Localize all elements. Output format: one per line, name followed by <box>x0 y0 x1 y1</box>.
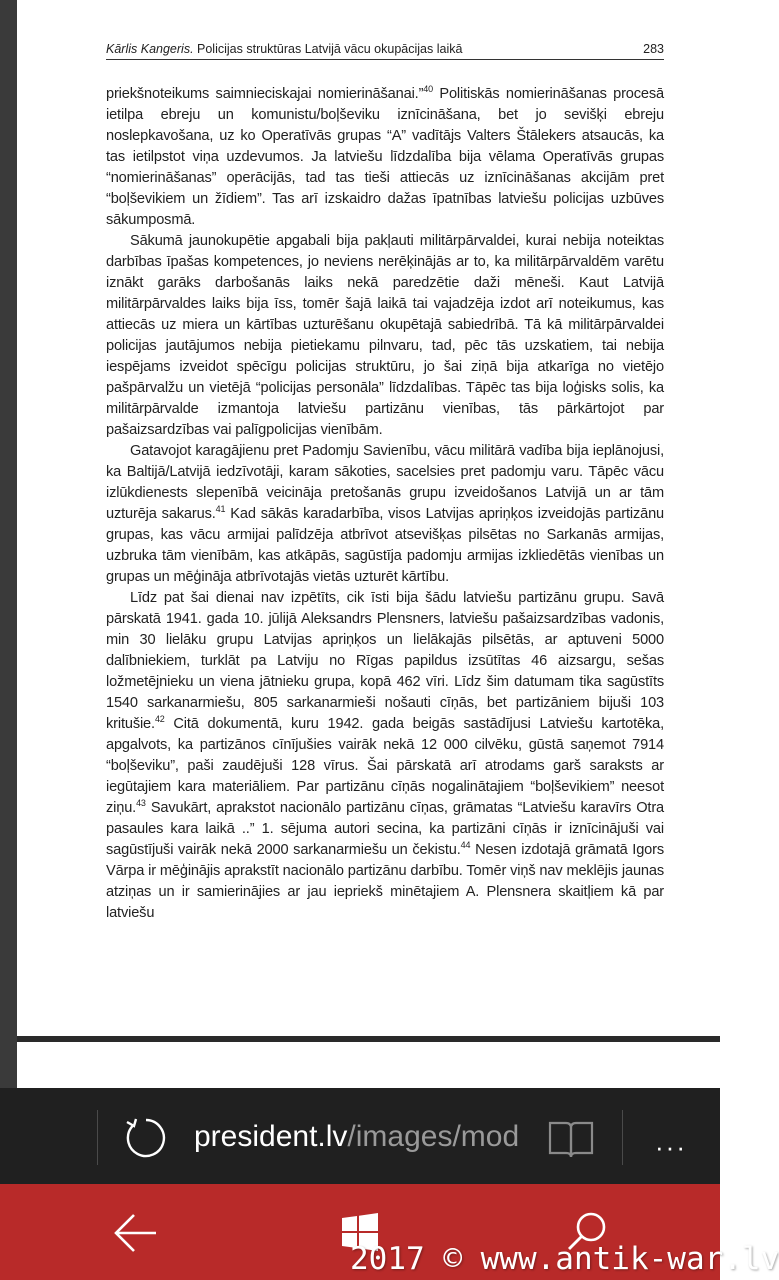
paragraph-text: Līdz pat šai dienai nav izpētīts, cik īsti bija šādu latviešu partizānu grupu. Savā pārskatā 1941. gada 10. jūlijā Aleksandrs Plensners, latviešu pašaizsardzības vadonis, min 30 lielāku grupu Latvijas apriņķos un lielākajās pilsētās, ar aptuveni 5000 dalībniekiem, turklāt pa Latviju no Rīgas papildus izsūtītas 46 aizsargu, sešas ložmetējnieku un viena jātnieku grupa, kopā 462 vīri. Līdz šim datumam tika sagūstīts 1540 sarkanarmiešu, 805 sarkanarmieši nošauti cīņās, bet partizāniem bijuši 103 kritušie. <box>106 590 664 732</box>
url-path: /images/mod <box>347 1120 520 1153</box>
address-separator-right <box>622 1110 623 1165</box>
address-url[interactable] <box>194 1120 519 1154</box>
paragraph-text: Savukārt, aprakstot nacionālo partizānu cīņas, grāmatas “Latviešu karavīrs Otra pasaules kara laikā ..” 1. sējuma autori secina, ka partizāni cīņās ir iznīcinājuši vai sagūstījuši vairāk nekā 2000 sarkanarmiešu un čekistu. <box>106 800 664 858</box>
watermark: 2017 © www.antik-war.lv <box>350 1241 779 1277</box>
footnote-ref: 43 <box>136 798 146 809</box>
paragraph-text: Citā dokumentā, kuru 1942. gada beigās sastādījusi Latviešu kartotēka, apgalvots, ka partizānos cīnījušies vairāk nekā 12 000 cilvēku, gūstā saņemot 7914 “boļševiku”, paši zaudējuši 128 vīrus. Šai pārskatā arī atrodams garš saraksts ar iegūtajiem kara materiāliem. Par partizānu cīņās nogalinātajiem “boļševikiem” neesot ziņu. <box>106 716 664 816</box>
body-paragraph <box>106 441 664 588</box>
header-author: Kārlis Kangeris. <box>106 42 194 56</box>
more-icon[interactable]: ··· <box>655 1132 687 1162</box>
header-title <box>106 42 462 56</box>
page-gap <box>17 1042 720 1088</box>
paragraph-text: Sākumā jaunokupētie apgabali bija pakļauti militārpārvaldei, kurai nebija noteiktas darbības īpašas kompetences, jo neviens nerēķinājās ar to, ka militārpārvaldēm varētu iznākt garāks darbošanās laiks nekā paredzētie daži mēneši. Kaut Latvijā militārpārvaldes laiks bija īss, tomēr šajā laikā tai vajadzēja izdot arī noteikumus, kas attiecās uz miera un kārtības uzturēšanu okupētajā sabiedrībā. Tā kā militārpārvaldei policijas jautājumos nebija pietiekamu pilnvaru, tad, pēc tās uzskatiem, tai nebija iespējams izveidot spēcīgu policijas struktūru, jo šai ziņā bija atkarīga no vietējo pašpārvalžu un vietējā “policijas personāla” līdzdalības. Tāpēc tas bija loģisks solis, ka militārpārvalde izmantoja latviešu partizānu vienības, tās pārkārtojot par pašaizsardzības vai palīgpolicijas vienībām. <box>106 233 664 438</box>
header-book-title: Policijas struktūras Latvijā vācu okupācijas laikā <box>193 42 463 56</box>
footnote-ref: 40 <box>423 84 433 95</box>
paragraph-text: Politiskās nomierināšanas procesā ietilpa ebreju un komunistu/boļševiku iznīcināšana, bet jo sevišķi ebreju noslepkavošana, uz ko Operatīvās grupas “A” vadītājs Valters Štālekers atsaucās, ka tas ietilpstot viņa uzdevumos. Ja latviešu līdzdalība bija vēlama Operatīvās grupas “nomierināšanas” operācijās, tad tas tieši attiecās uz iznīcināšanas akcijām pret “boļševikiem un žīdiem”. Tas arī izskaidro dažas īpatnības latviešu policijas uzbūves sākumposmā. <box>106 86 664 228</box>
back-icon[interactable] <box>112 1212 160 1259</box>
paragraph-text: Gatavojot karagājienu pret Padomju Savienību, vācu militārā vadība bija ieplānojusi, ka Baltijā/Latvijā iedzīvotāji, karam sākoties, sacelsies pret padomju varu. Tāpēc vācu izlūkdienests slepenībā veicināja pretošanās grupu izveidošanos Latvijā un ar tām uzturēja sakarus. <box>106 443 664 522</box>
paragraph-text: priekšnoteikums saimnieciskajai nomierināšanai.” <box>106 86 424 102</box>
footnote-ref: 41 <box>215 504 226 515</box>
paragraph-text: Kad sākās karadarbība, visos Latvijas apriņķos izveidojās partizānu grupas, kas vācu armijai palīdzēja atbrīvot atsevišķas pilsētas no Sarkanās armijas, uzbruka tām vienībām, kas atkāpās, sagūstīja padomju armijas izkliedētās vienības un grupas un mēģināja atbrīvotajās vietās uzturēt kārtību. <box>106 506 664 585</box>
body-paragraph <box>106 84 664 231</box>
paragraph-text: Nesen izdotajā grāmatā Igors Vārpa ir mēģinājis aprakstīt nacionālo partizānu darbību. Tomēr viņš nav meklējis jaunas atziņas un ir samierinājies ar jau iepriekš minētajiem A. Plensnera skaitļiem kā par latviešu <box>106 842 664 921</box>
reading-view-icon[interactable] <box>546 1117 596 1166</box>
left-edge-strip <box>0 0 17 1090</box>
document-body <box>106 84 664 924</box>
page-number: 283 <box>643 42 664 56</box>
footnote-ref: 42 <box>154 714 165 725</box>
url-host: president.lv <box>194 1120 348 1153</box>
body-paragraph <box>106 588 664 924</box>
refresh-icon[interactable] <box>124 1116 168 1165</box>
address-separator <box>97 1110 98 1165</box>
footnote-ref: 44 <box>460 840 471 851</box>
body-paragraph <box>106 231 664 441</box>
page-header <box>106 41 664 60</box>
